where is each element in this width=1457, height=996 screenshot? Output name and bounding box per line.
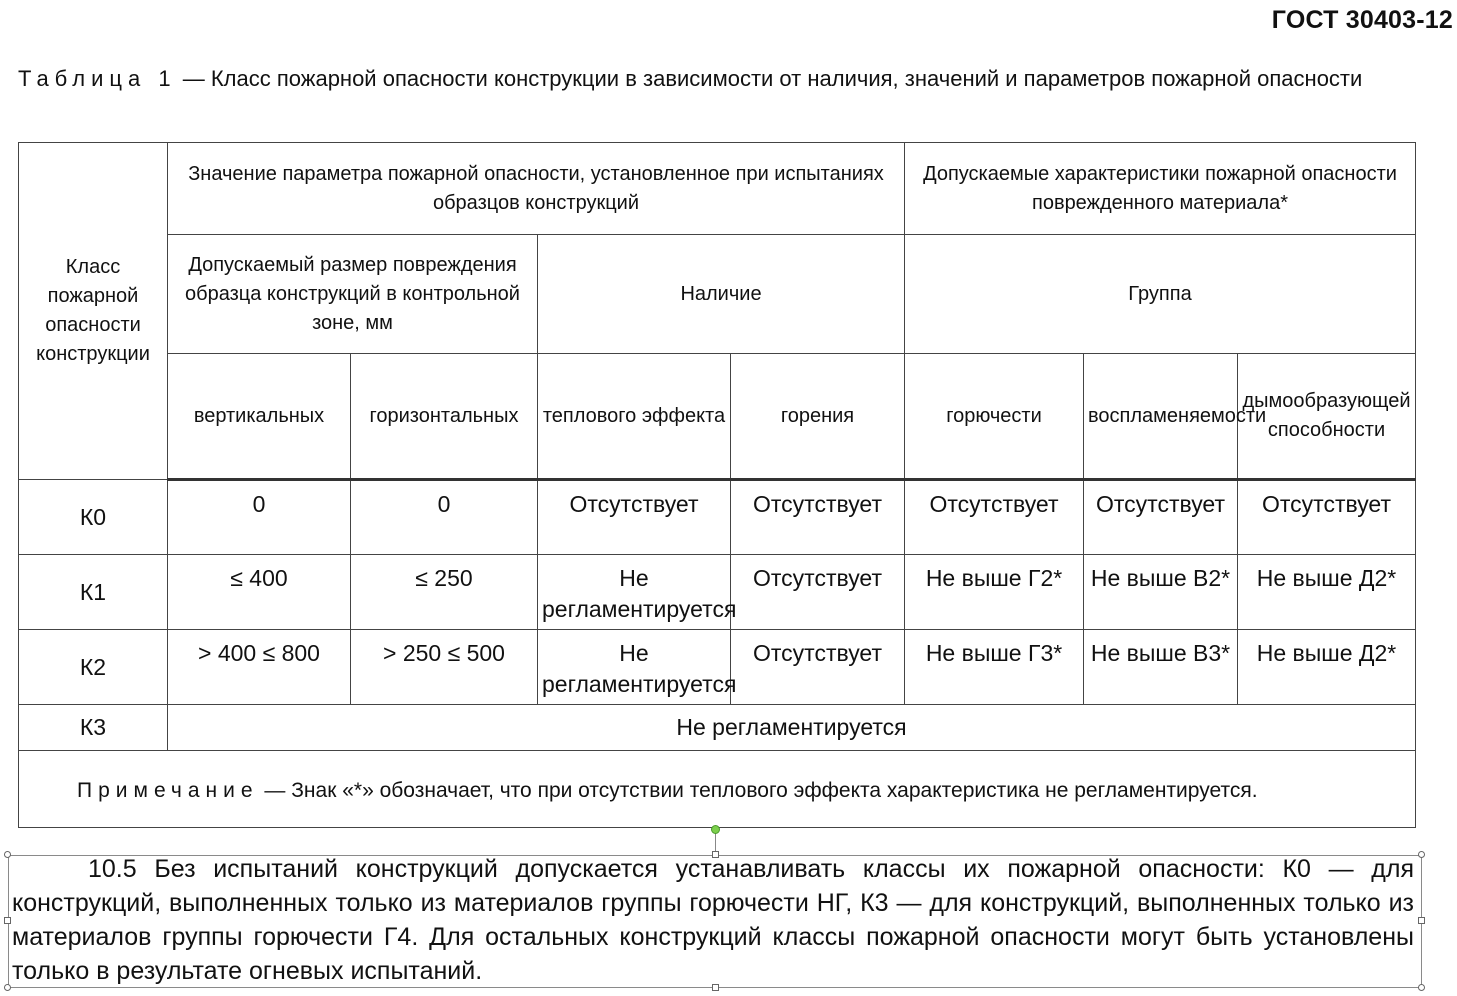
table-row: [19, 480, 1416, 555]
resize-handle-top-right[interactable]: [1418, 851, 1425, 858]
clause-10-5-paragraph[interactable]: [12, 852, 1414, 988]
rotate-handle[interactable]: [711, 825, 720, 834]
value-cell: Отсутствует: [731, 480, 905, 555]
value-cell: Не выше Г3*: [905, 630, 1084, 705]
table-caption-label: Таблица 1: [18, 66, 177, 91]
table-row: [19, 630, 1416, 705]
class-cell: К2: [19, 630, 168, 705]
column-vertical: вертикальных: [168, 354, 351, 480]
value-cell: 0: [168, 480, 351, 555]
resize-handle-bottom-right[interactable]: [1418, 984, 1425, 991]
header-parameter-group: Значение параметра пожарной опасности, установленное при испытаниях образцов конструкций: [168, 143, 905, 235]
value-cell: ≤ 400: [168, 555, 351, 630]
resize-handle-top-left[interactable]: [4, 851, 11, 858]
column-thermal-effect: теплового эффекта: [538, 354, 731, 480]
value-cell: Не выше Г2*: [905, 555, 1084, 630]
value-cell: Отсутствует: [538, 480, 731, 555]
note-label: Примечание: [77, 779, 259, 802]
value-cell: Не регламентируется: [538, 630, 731, 705]
column-burning: горения: [731, 354, 905, 480]
clause-text: 10.5 Без испытаний конструкций допускается устанавливать классы их пожарной опасности: К0 — для конструкций, выполненных только из материалов группы горючести НГ, К3 — для конструкций, выполненных только из материалов группы горючести Г4. Для остальных конструкций классы пожарной опасности могут быть установлены только в результате огневых испытаний.: [12, 855, 1414, 985]
k3-value-cell: Не регламентируется: [168, 705, 1416, 751]
resize-handle-left[interactable]: [4, 917, 11, 924]
column-flammability: воспламеняемости: [1084, 354, 1238, 480]
table-caption-text: — Класс пожарной опасности конструкции в зависимости от наличия, значений и параметров пожарной опасности: [176, 66, 1363, 91]
value-cell: Отсутствует: [1238, 480, 1416, 555]
header-damage-size: Допускаемый размер повреждения образца конструкций в контрольной зоне, мм: [168, 235, 538, 354]
value-cell: Не выше Д2*: [1238, 630, 1416, 705]
value-cell: Не выше В3*: [1084, 630, 1238, 705]
value-cell: Не регламентируется: [538, 555, 731, 630]
table-note: [19, 751, 1416, 828]
document-code: ГОСТ 30403-12: [1271, 6, 1453, 34]
table-caption: [18, 62, 1418, 95]
class-cell: К1: [19, 555, 168, 630]
value-cell: Отсутствует: [905, 480, 1084, 555]
value-cell: ≤ 250: [351, 555, 538, 630]
column-smoke-generation: дымообразующей способности: [1238, 354, 1416, 480]
table-row: [19, 555, 1416, 630]
value-cell: Отсутствует: [731, 555, 905, 630]
column-combustibility: горючести: [905, 354, 1084, 480]
value-cell: Отсутствует: [731, 630, 905, 705]
resize-handle-right[interactable]: [1418, 917, 1425, 924]
column-horizontal: горизонтальных: [351, 354, 538, 480]
note-text: — Знак «*» обозначает, что при отсутствии теплового эффекта характеристика не регламентируется.: [258, 779, 1258, 802]
value-cell: Не выше В2*: [1084, 555, 1238, 630]
value-cell: Не выше Д2*: [1238, 555, 1416, 630]
value-cell: > 400 ≤ 800: [168, 630, 351, 705]
value-cell: > 250 ≤ 500: [351, 630, 538, 705]
header-class-column: Класс пожарной опасности конструкции: [19, 143, 168, 480]
class-cell: К0: [19, 480, 168, 555]
header-group: Группа: [905, 235, 1416, 354]
header-presence: Наличие: [538, 235, 905, 354]
class-cell: К3: [19, 705, 168, 751]
resize-handle-bottom-left[interactable]: [4, 984, 11, 991]
table-row: [19, 705, 1416, 751]
header-material-group: Допускаемые характеристики пожарной опасности поврежденного материала*: [905, 143, 1416, 235]
value-cell: 0: [351, 480, 538, 555]
fire-hazard-table: [18, 142, 1416, 828]
value-cell: Отсутствует: [1084, 480, 1238, 555]
